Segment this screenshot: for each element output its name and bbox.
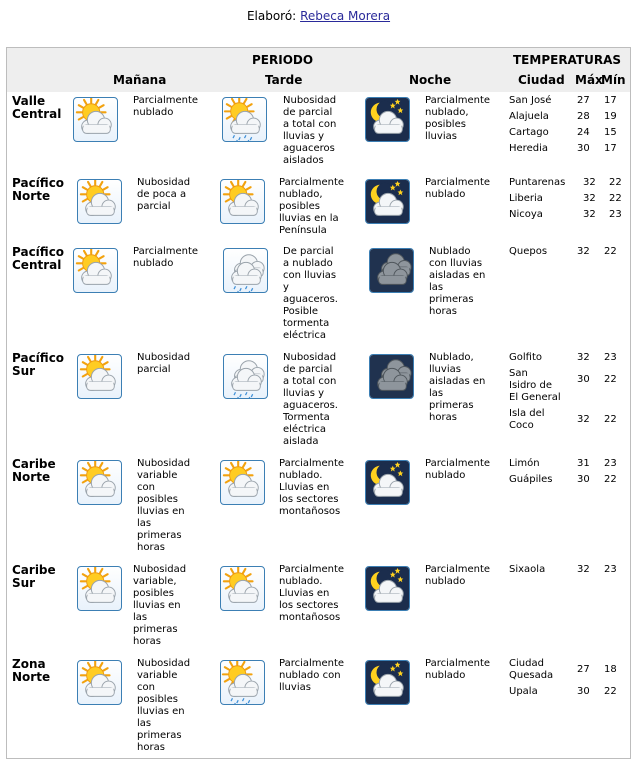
description-line: aguaceros. — [283, 294, 338, 305]
description-line: variable — [137, 670, 178, 681]
author-link[interactable]: Rebeca Morera — [300, 9, 391, 23]
temp-max: 24 — [577, 127, 590, 138]
night-partly-cloudy-icon — [365, 660, 410, 705]
city-name — [509, 111, 549, 123]
description-line: Nubosidad — [283, 352, 337, 363]
description-line: a total con — [283, 119, 337, 130]
partly-cloudy-icon — [77, 566, 122, 611]
city-name-line: Limón — [509, 458, 540, 469]
partly-cloudy-icon — [77, 354, 122, 399]
partly-cloudy-icon — [220, 179, 265, 224]
region-name-line: Norte — [12, 189, 51, 203]
region-name — [12, 177, 64, 203]
description-line: Nubosidad — [137, 352, 191, 363]
city-name-line: San — [509, 368, 528, 379]
description-line: de parcial — [283, 364, 333, 375]
city-name — [509, 686, 538, 698]
temp-min: 23 — [609, 209, 622, 220]
temp-max: 32 — [577, 564, 590, 575]
cloudy-rain-icon — [223, 248, 268, 293]
region-name — [12, 458, 56, 484]
description-line: Península — [279, 225, 327, 236]
description-line: variable — [137, 470, 178, 481]
description-line: lluvias — [425, 131, 457, 142]
manana-description — [137, 658, 190, 754]
temp-min: 15 — [604, 127, 617, 138]
region-name — [12, 352, 64, 378]
partly-cloudy-icon — [73, 97, 118, 142]
description-line: Lluvias en — [279, 588, 330, 599]
description-line: nublado. — [279, 470, 323, 481]
temp-min: 22 — [609, 193, 622, 204]
city-name — [509, 193, 543, 205]
night-partly-cloudy-icon — [365, 97, 410, 142]
description-line: Nubosidad — [137, 458, 191, 469]
partly-cloudy-icon — [220, 460, 265, 505]
city-name-line: San José — [509, 95, 552, 106]
night-cloudy-icon — [369, 354, 414, 399]
region-name-line: Pacífico — [12, 176, 65, 190]
description-line: primeras — [429, 400, 474, 411]
description-line: Parcialmente — [133, 95, 199, 106]
temp-max: 32 — [583, 193, 596, 204]
city-name — [509, 368, 561, 404]
noche-description — [425, 658, 490, 682]
description-line: Parcialmente — [279, 658, 345, 669]
header-temperaturas: TEMPERATURAS — [513, 53, 622, 67]
temp-min: 17 — [604, 95, 617, 106]
description-line: Parcialmente — [279, 177, 345, 188]
noche-description — [429, 352, 485, 424]
description-line: lluvias y — [283, 388, 325, 399]
region-name-line: Norte — [12, 670, 51, 684]
temp-max: 27 — [577, 664, 590, 675]
tarde-description — [283, 246, 338, 342]
description-line: aguaceros. — [283, 400, 338, 411]
description-line: y — [283, 282, 289, 293]
description-line: nublado, — [425, 107, 469, 118]
temp-max: 31 — [577, 458, 590, 469]
description-line: primeras — [429, 294, 474, 305]
description-line: Parcialmente — [425, 458, 491, 469]
description-line: posibles — [133, 588, 174, 599]
city-name-line: Alajuela — [509, 111, 549, 122]
temp-min: 18 — [604, 664, 617, 675]
description-line: lluvias — [429, 364, 461, 375]
description-line: las — [137, 518, 152, 529]
header-noche: Noche — [409, 73, 452, 87]
description-line: Parcialmente — [279, 458, 345, 469]
region-name-line: Central — [12, 258, 62, 272]
region-name — [12, 658, 50, 684]
city-name-line: Heredia — [509, 143, 548, 154]
region-name-line: Caribe — [12, 563, 56, 577]
description-line: las — [429, 282, 444, 293]
description-line: con lluvias — [429, 258, 483, 269]
city-name-line: Isla del — [509, 408, 545, 419]
night-cloudy-icon — [369, 248, 414, 293]
city-name — [509, 658, 553, 682]
manana-description — [133, 95, 198, 119]
description-line: nublado, — [279, 189, 323, 200]
description-line: Tormenta — [283, 412, 330, 423]
description-line: Parcialmente — [425, 95, 491, 106]
region-name-line: Norte — [12, 470, 51, 484]
description-line: nublado — [133, 107, 174, 118]
description-line: a nublado — [283, 258, 333, 269]
city-name — [509, 95, 551, 107]
description-line: nublado. — [279, 576, 323, 587]
partly-cloudy-icon — [77, 660, 122, 705]
description-line: eléctrica — [283, 424, 327, 435]
temp-min: 23 — [604, 564, 617, 575]
tarde-description — [279, 177, 344, 237]
description-line: nublado — [425, 670, 466, 681]
region-name-line: Pacífico — [12, 351, 65, 365]
region-name-line: Sur — [12, 364, 36, 378]
description-line: variable, — [133, 576, 177, 587]
city-name-line: Sixaola — [509, 564, 546, 575]
region-name-line: Central — [12, 107, 62, 121]
temp-min: 22 — [604, 686, 617, 697]
temp-min: 23 — [604, 458, 617, 469]
noche-description — [425, 458, 490, 482]
description-line: aguaceros — [283, 143, 335, 154]
temp-max: 27 — [577, 95, 590, 106]
description-line: Nubosidad — [137, 658, 191, 669]
description-line: posibles — [425, 119, 466, 130]
region-name — [12, 564, 56, 590]
partly-cloudy-rain-icon — [222, 97, 267, 142]
temp-max: 30 — [577, 686, 590, 697]
description-line: aisladas en — [429, 270, 486, 281]
temp-max: 32 — [583, 209, 596, 220]
temp-min: 22 — [604, 374, 617, 385]
header-ciudad: Ciudad — [518, 73, 565, 87]
header-max: Máx — [575, 73, 603, 87]
temp-min: 22 — [609, 177, 622, 188]
city-name-line: Puntarenas — [509, 177, 566, 188]
description-line: Nublado — [429, 246, 471, 257]
description-line: Parcialmente — [133, 246, 199, 257]
city-name — [509, 474, 552, 486]
description-line: montañosos — [279, 612, 341, 623]
description-line: Posible — [283, 306, 319, 317]
credit-label: Elaboró: — [246, 9, 297, 23]
description-line: Parcialmente — [425, 658, 491, 669]
city-name-line: Guápiles — [509, 474, 553, 485]
partly-cloudy-icon — [77, 460, 122, 505]
region-name-line: Valle — [12, 94, 46, 108]
description-line: de poca a — [137, 189, 187, 200]
tarde-description — [279, 564, 344, 624]
description-line: las — [137, 718, 152, 729]
region-name — [12, 246, 64, 272]
header-manana: Mañana — [113, 73, 167, 87]
description-line: con lluvias — [283, 270, 337, 281]
temp-max: 30 — [577, 374, 590, 385]
description-line: horas — [133, 636, 161, 647]
description-line: nublado — [425, 470, 466, 481]
description-line: tormenta — [283, 318, 330, 329]
description-line: los sectores — [279, 600, 339, 611]
description-line: Nubosidad — [283, 95, 337, 106]
noche-description — [425, 564, 490, 588]
description-line: lluvias en — [137, 706, 185, 717]
description-line: posibles — [137, 494, 178, 505]
description-line: parcial — [137, 201, 171, 212]
description-line: primeras — [133, 624, 178, 635]
description-line: las — [133, 612, 148, 623]
temp-min: 23 — [604, 352, 617, 363]
noche-description — [429, 246, 485, 318]
temp-min: 22 — [604, 246, 617, 257]
tarde-description — [283, 95, 336, 167]
description-line: lluvias en — [137, 506, 185, 517]
description-line: primeras — [137, 730, 182, 741]
city-name — [509, 564, 545, 576]
region-name-line: Pacífico — [12, 245, 65, 259]
credit-line — [0, 9, 637, 23]
header-tarde: Tarde — [265, 73, 303, 87]
description-line: montañosos — [279, 506, 341, 517]
description-line: horas — [429, 306, 457, 317]
description-line: nublado — [133, 258, 174, 269]
tarde-description — [283, 352, 338, 448]
description-line: lluvias — [279, 682, 311, 693]
city-name — [509, 246, 547, 258]
header-min: Mín — [601, 73, 626, 87]
noche-description — [425, 177, 490, 201]
description-line: Nubosidad — [137, 177, 191, 188]
city-name-line: Isidro de — [509, 380, 552, 391]
description-line: aisladas en — [429, 376, 486, 387]
description-line: los sectores — [279, 494, 339, 505]
temp-max: 30 — [577, 143, 590, 154]
night-partly-cloudy-icon — [365, 179, 410, 224]
noche-description — [425, 95, 490, 143]
description-line: con — [137, 682, 155, 693]
description-line: Lluvias en — [279, 482, 330, 493]
temp-max: 32 — [577, 352, 590, 363]
city-name-line: Liberia — [509, 193, 543, 204]
description-line: con — [137, 482, 155, 493]
manana-description — [137, 177, 190, 213]
description-line: Parcialmente — [279, 564, 345, 575]
description-line: horas — [137, 542, 165, 553]
tarde-description — [279, 658, 344, 694]
partly-cloudy-icon — [73, 248, 118, 293]
description-line: de parcial — [283, 107, 333, 118]
description-line: posibles — [279, 201, 320, 212]
temp-min: 22 — [604, 414, 617, 425]
city-name-line: Upala — [509, 686, 538, 697]
description-line: eléctrica — [283, 330, 327, 341]
city-name-line: Quepos — [509, 246, 548, 257]
partly-cloudy-icon — [220, 566, 265, 611]
temp-min: 17 — [604, 143, 617, 154]
description-line: primeras — [137, 530, 182, 541]
temp-max: 30 — [577, 474, 590, 485]
city-name-line: Ciudad — [509, 658, 544, 669]
description-line: nublado — [425, 189, 466, 200]
city-name-line: Coco — [509, 420, 534, 431]
city-name — [509, 408, 545, 432]
city-name — [509, 352, 542, 364]
region-name-line: Zona — [12, 657, 46, 671]
description-line: aislados — [283, 155, 324, 166]
manana-description — [133, 564, 186, 648]
description-line: lluvias en — [133, 600, 181, 611]
description-line: las — [429, 388, 444, 399]
description-line: posibles — [137, 694, 178, 705]
city-name-line: El General — [509, 392, 561, 403]
description-line: lluvias en la — [279, 213, 339, 224]
header-periodo: PERIODO — [252, 53, 314, 67]
city-name-line: Golfito — [509, 352, 542, 363]
manana-description — [137, 458, 190, 554]
description-line: Nublado, — [429, 352, 474, 363]
temp-max: 32 — [577, 246, 590, 257]
description-line: a total con — [283, 376, 337, 387]
description-line: horas — [137, 742, 165, 753]
city-name — [509, 127, 549, 139]
city-name — [509, 177, 565, 189]
manana-description — [137, 352, 190, 376]
temp-min: 19 — [604, 111, 617, 122]
description-line: horas — [429, 412, 457, 423]
temp-max: 32 — [583, 177, 596, 188]
description-line: Parcialmente — [425, 177, 491, 188]
temp-max: 32 — [577, 414, 590, 425]
cloudy-rain-icon — [223, 354, 268, 399]
region-name — [12, 95, 61, 121]
city-name — [509, 209, 543, 221]
description-line: Parcialmente — [425, 564, 491, 575]
region-name-line: Caribe — [12, 457, 56, 471]
manana-description — [133, 246, 198, 270]
partly-cloudy-rain-icon — [220, 660, 265, 705]
city-name-line: Cartago — [509, 127, 549, 138]
partly-cloudy-icon — [77, 179, 122, 224]
description-line: De parcial — [283, 246, 334, 257]
table-header — [7, 48, 630, 92]
description-line: aislada — [283, 436, 319, 447]
night-partly-cloudy-icon — [365, 566, 410, 611]
description-line: nublado con — [279, 670, 341, 681]
city-name-line: Nicoya — [509, 209, 543, 220]
description-line: parcial — [137, 364, 171, 375]
temp-min: 22 — [604, 474, 617, 485]
city-name — [509, 143, 548, 155]
forecast-table — [6, 47, 631, 759]
tarde-description — [279, 458, 344, 518]
region-name-line: Sur — [12, 576, 36, 590]
temp-max: 28 — [577, 111, 590, 122]
city-name-line: Quesada — [509, 670, 554, 681]
description-line: nublado — [425, 576, 466, 587]
description-line: Nubosidad — [133, 564, 187, 575]
description-line: lluvias y — [283, 131, 325, 142]
city-name — [509, 458, 540, 470]
night-partly-cloudy-icon — [365, 460, 410, 505]
